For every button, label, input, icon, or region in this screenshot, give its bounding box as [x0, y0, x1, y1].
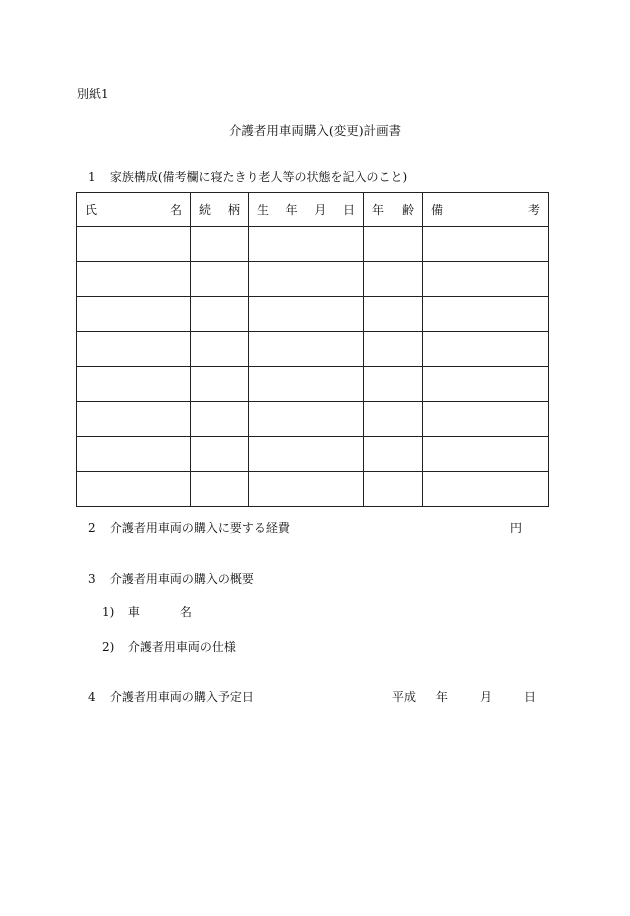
header-age: 年 齢: [364, 193, 423, 227]
section-1-number: 1: [88, 170, 96, 184]
cell-birthdate[interactable]: [249, 472, 364, 507]
cell-birthdate[interactable]: [249, 437, 364, 472]
cell-age[interactable]: [364, 332, 423, 367]
section-4-number: 4: [88, 690, 96, 704]
cell-birthdate[interactable]: [249, 402, 364, 437]
table-row: [77, 297, 549, 332]
section-2-heading: [88, 519, 290, 536]
header-relation: 続 柄: [191, 193, 249, 227]
table-row: [77, 402, 549, 437]
date-month: 月: [480, 690, 493, 704]
item-2-label: 介護者用車両の仕様: [127, 640, 236, 654]
cell-remarks[interactable]: [423, 262, 549, 297]
family-table: [76, 192, 549, 507]
cell-birthdate[interactable]: [249, 297, 364, 332]
cell-age[interactable]: [364, 297, 423, 332]
date-era: 平成: [392, 690, 417, 704]
cell-relation[interactable]: [191, 262, 249, 297]
cell-name[interactable]: [77, 297, 191, 332]
cell-birthdate[interactable]: [249, 332, 364, 367]
cell-name[interactable]: [77, 367, 191, 402]
cell-relation[interactable]: [191, 227, 249, 262]
table-row: [77, 262, 549, 297]
item-2-number: 2): [102, 640, 115, 654]
cell-birthdate[interactable]: [249, 262, 364, 297]
cell-age[interactable]: [364, 262, 423, 297]
purchase-date: [392, 688, 536, 705]
table-row: [77, 227, 549, 262]
cell-relation[interactable]: [191, 367, 249, 402]
section-3-item-car-name: [102, 603, 192, 620]
item-1-number: 1): [102, 605, 115, 619]
section-3-number: 3: [88, 572, 96, 586]
cell-birthdate[interactable]: [249, 367, 364, 402]
cell-name[interactable]: [77, 332, 191, 367]
cell-birthdate[interactable]: [249, 227, 364, 262]
table-row: [77, 332, 549, 367]
cell-remarks[interactable]: [423, 332, 549, 367]
section-3-item-spec: [102, 638, 236, 655]
section-1-heading: [88, 168, 407, 185]
header-birthdate: 生 年 月 日: [249, 193, 364, 227]
cell-relation[interactable]: [191, 332, 249, 367]
cell-remarks[interactable]: [423, 367, 549, 402]
section-4-label: 介護者用車両の購入予定日: [109, 690, 254, 704]
item-1-label-a: 車: [127, 605, 140, 619]
cell-age[interactable]: [364, 472, 423, 507]
cell-age[interactable]: [364, 402, 423, 437]
section-2-label: 介護者用車両の購入に要する経費: [109, 521, 290, 535]
family-table-header: [77, 193, 549, 227]
table-row: [77, 472, 549, 507]
cell-name[interactable]: [77, 227, 191, 262]
cell-relation[interactable]: [191, 297, 249, 332]
cell-remarks[interactable]: [423, 437, 549, 472]
document-title: 介護者用車両購入(変更)計画書: [228, 123, 402, 138]
cell-name[interactable]: [77, 472, 191, 507]
item-1-label-b: 名: [179, 605, 192, 619]
section-4-heading: [88, 688, 254, 705]
cell-name[interactable]: [77, 262, 191, 297]
section-2-number: 2: [88, 521, 96, 535]
date-day: 日: [524, 690, 537, 704]
cell-name[interactable]: [77, 402, 191, 437]
cell-age[interactable]: [364, 227, 423, 262]
annex-label: 別紙1: [77, 87, 109, 101]
cell-remarks[interactable]: [423, 472, 549, 507]
cell-remarks[interactable]: [423, 227, 549, 262]
section-1-label: 家族構成(備考欄に寝たきり老人等の状態を記入のこと): [109, 170, 408, 184]
table-row: [77, 437, 549, 472]
cell-relation[interactable]: [191, 472, 249, 507]
cost-unit: 円: [510, 521, 523, 535]
cell-name[interactable]: [77, 437, 191, 472]
cell-relation[interactable]: [191, 402, 249, 437]
cell-remarks[interactable]: [423, 402, 549, 437]
date-year: 年: [436, 690, 449, 704]
header-name: 氏 名: [77, 193, 191, 227]
table-row: [77, 367, 549, 402]
cell-remarks[interactable]: [423, 297, 549, 332]
cell-relation[interactable]: [191, 437, 249, 472]
section-3-label: 介護者用車両の購入の概要: [109, 572, 254, 586]
header-remarks: 備 考: [423, 193, 549, 227]
cell-age[interactable]: [364, 437, 423, 472]
section-3-heading: [88, 570, 254, 587]
cell-age[interactable]: [364, 367, 423, 402]
